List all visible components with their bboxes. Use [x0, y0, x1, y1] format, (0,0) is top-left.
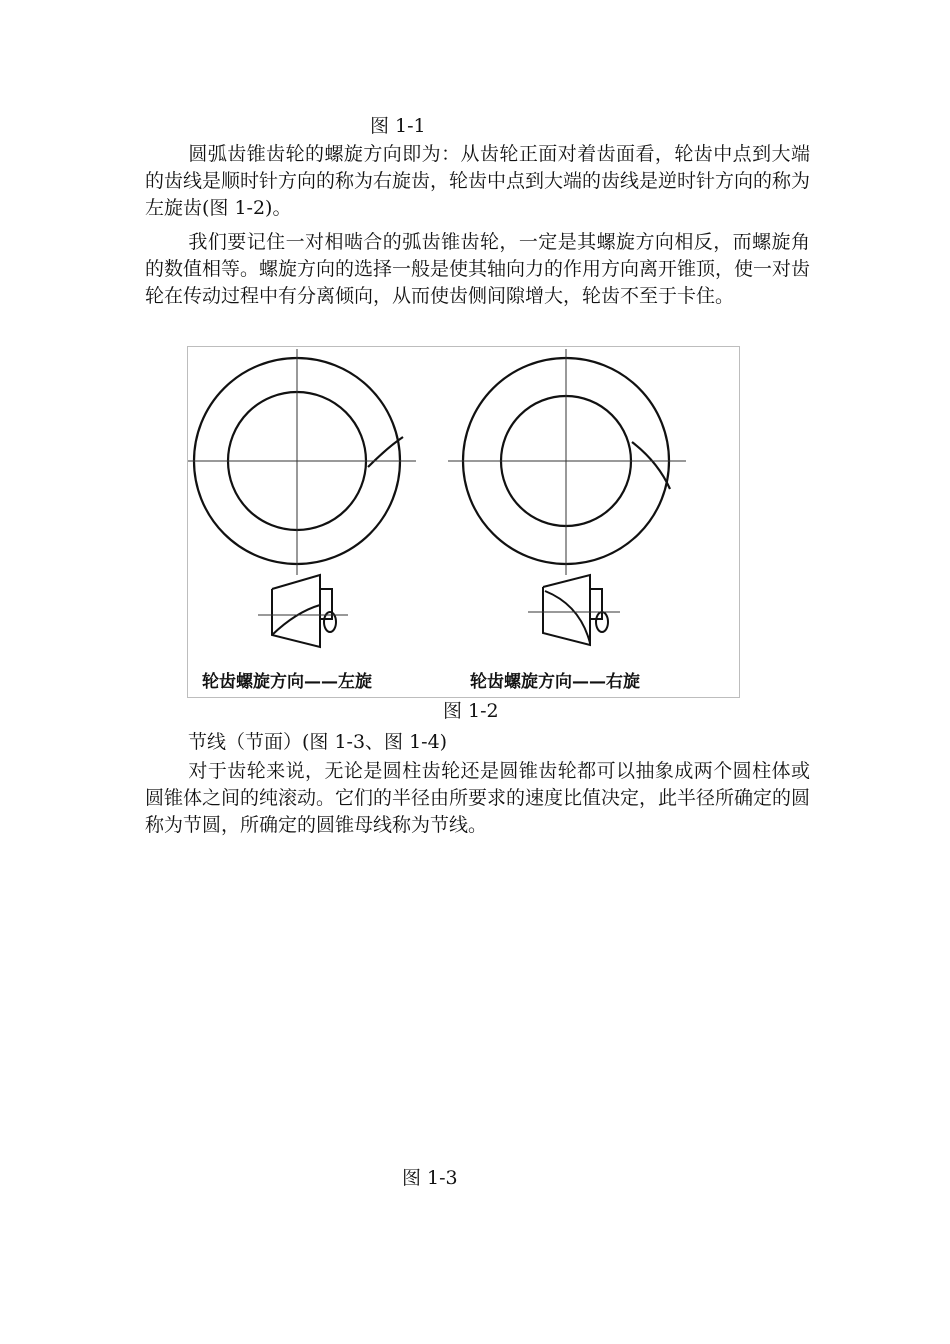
spiral-direction-diagram — [188, 347, 741, 699]
figure-1-2 — [187, 346, 740, 698]
paragraph-pitch-heading — [145, 729, 810, 756]
paragraph-mesh-rule — [145, 229, 810, 310]
paragraph-spiral-direction-text: 圆弧齿锥齿轮的螺旋方向即为：从齿轮正面对着齿面看，轮齿中点到大端的齿线是顺时针方向的称为右旋齿，轮齿中点到大端的齿线是逆时针方向的称为左旋齿(图 1-2)。 — [145, 143, 811, 219]
left-hand-label: 轮齿螺旋方向——左旋 — [202, 672, 372, 692]
right-gear-tooth-line — [632, 442, 670, 489]
figure-1-3-caption: 图 1-3 — [402, 1167, 458, 1189]
right-hand-label: 轮齿螺旋方向——右旋 — [470, 672, 640, 692]
paragraph-spiral-direction — [145, 141, 810, 222]
figure-1-2-caption: 图 1-2 — [443, 700, 499, 722]
right-cone-side-view — [543, 575, 608, 645]
paragraph-mesh-rule-text: 我们要记住一对相啮合的弧齿锥齿轮，一定是其螺旋方向相反，而螺旋角的数值相等。螺旋方向的选择一般是使其轴向力的作用方向离开锥顶，使一对齿轮在传动过程中有分离倾向，从而使齿侧间隙增大，轮齿不至于卡住。 — [145, 231, 811, 307]
figure-1-1-caption: 图 1-1 — [370, 115, 426, 137]
paragraph-pitch-body — [145, 758, 810, 839]
left-cone-side-view — [272, 575, 336, 647]
left-gear-tooth-line — [368, 437, 403, 467]
paragraph-pitch-body-text: 对于齿轮来说，无论是圆柱齿轮还是圆锥齿轮都可以抽象成两个圆柱体或圆锥体之间的纯滚动。它们的半径由所要求的速度比值决定，此半径所确定的圆称为节圆，所确定的圆锥母线称为节线。 — [145, 760, 811, 836]
paragraph-pitch-heading-text: 节线（节面）(图 1-3、图 1-4) — [188, 731, 448, 753]
